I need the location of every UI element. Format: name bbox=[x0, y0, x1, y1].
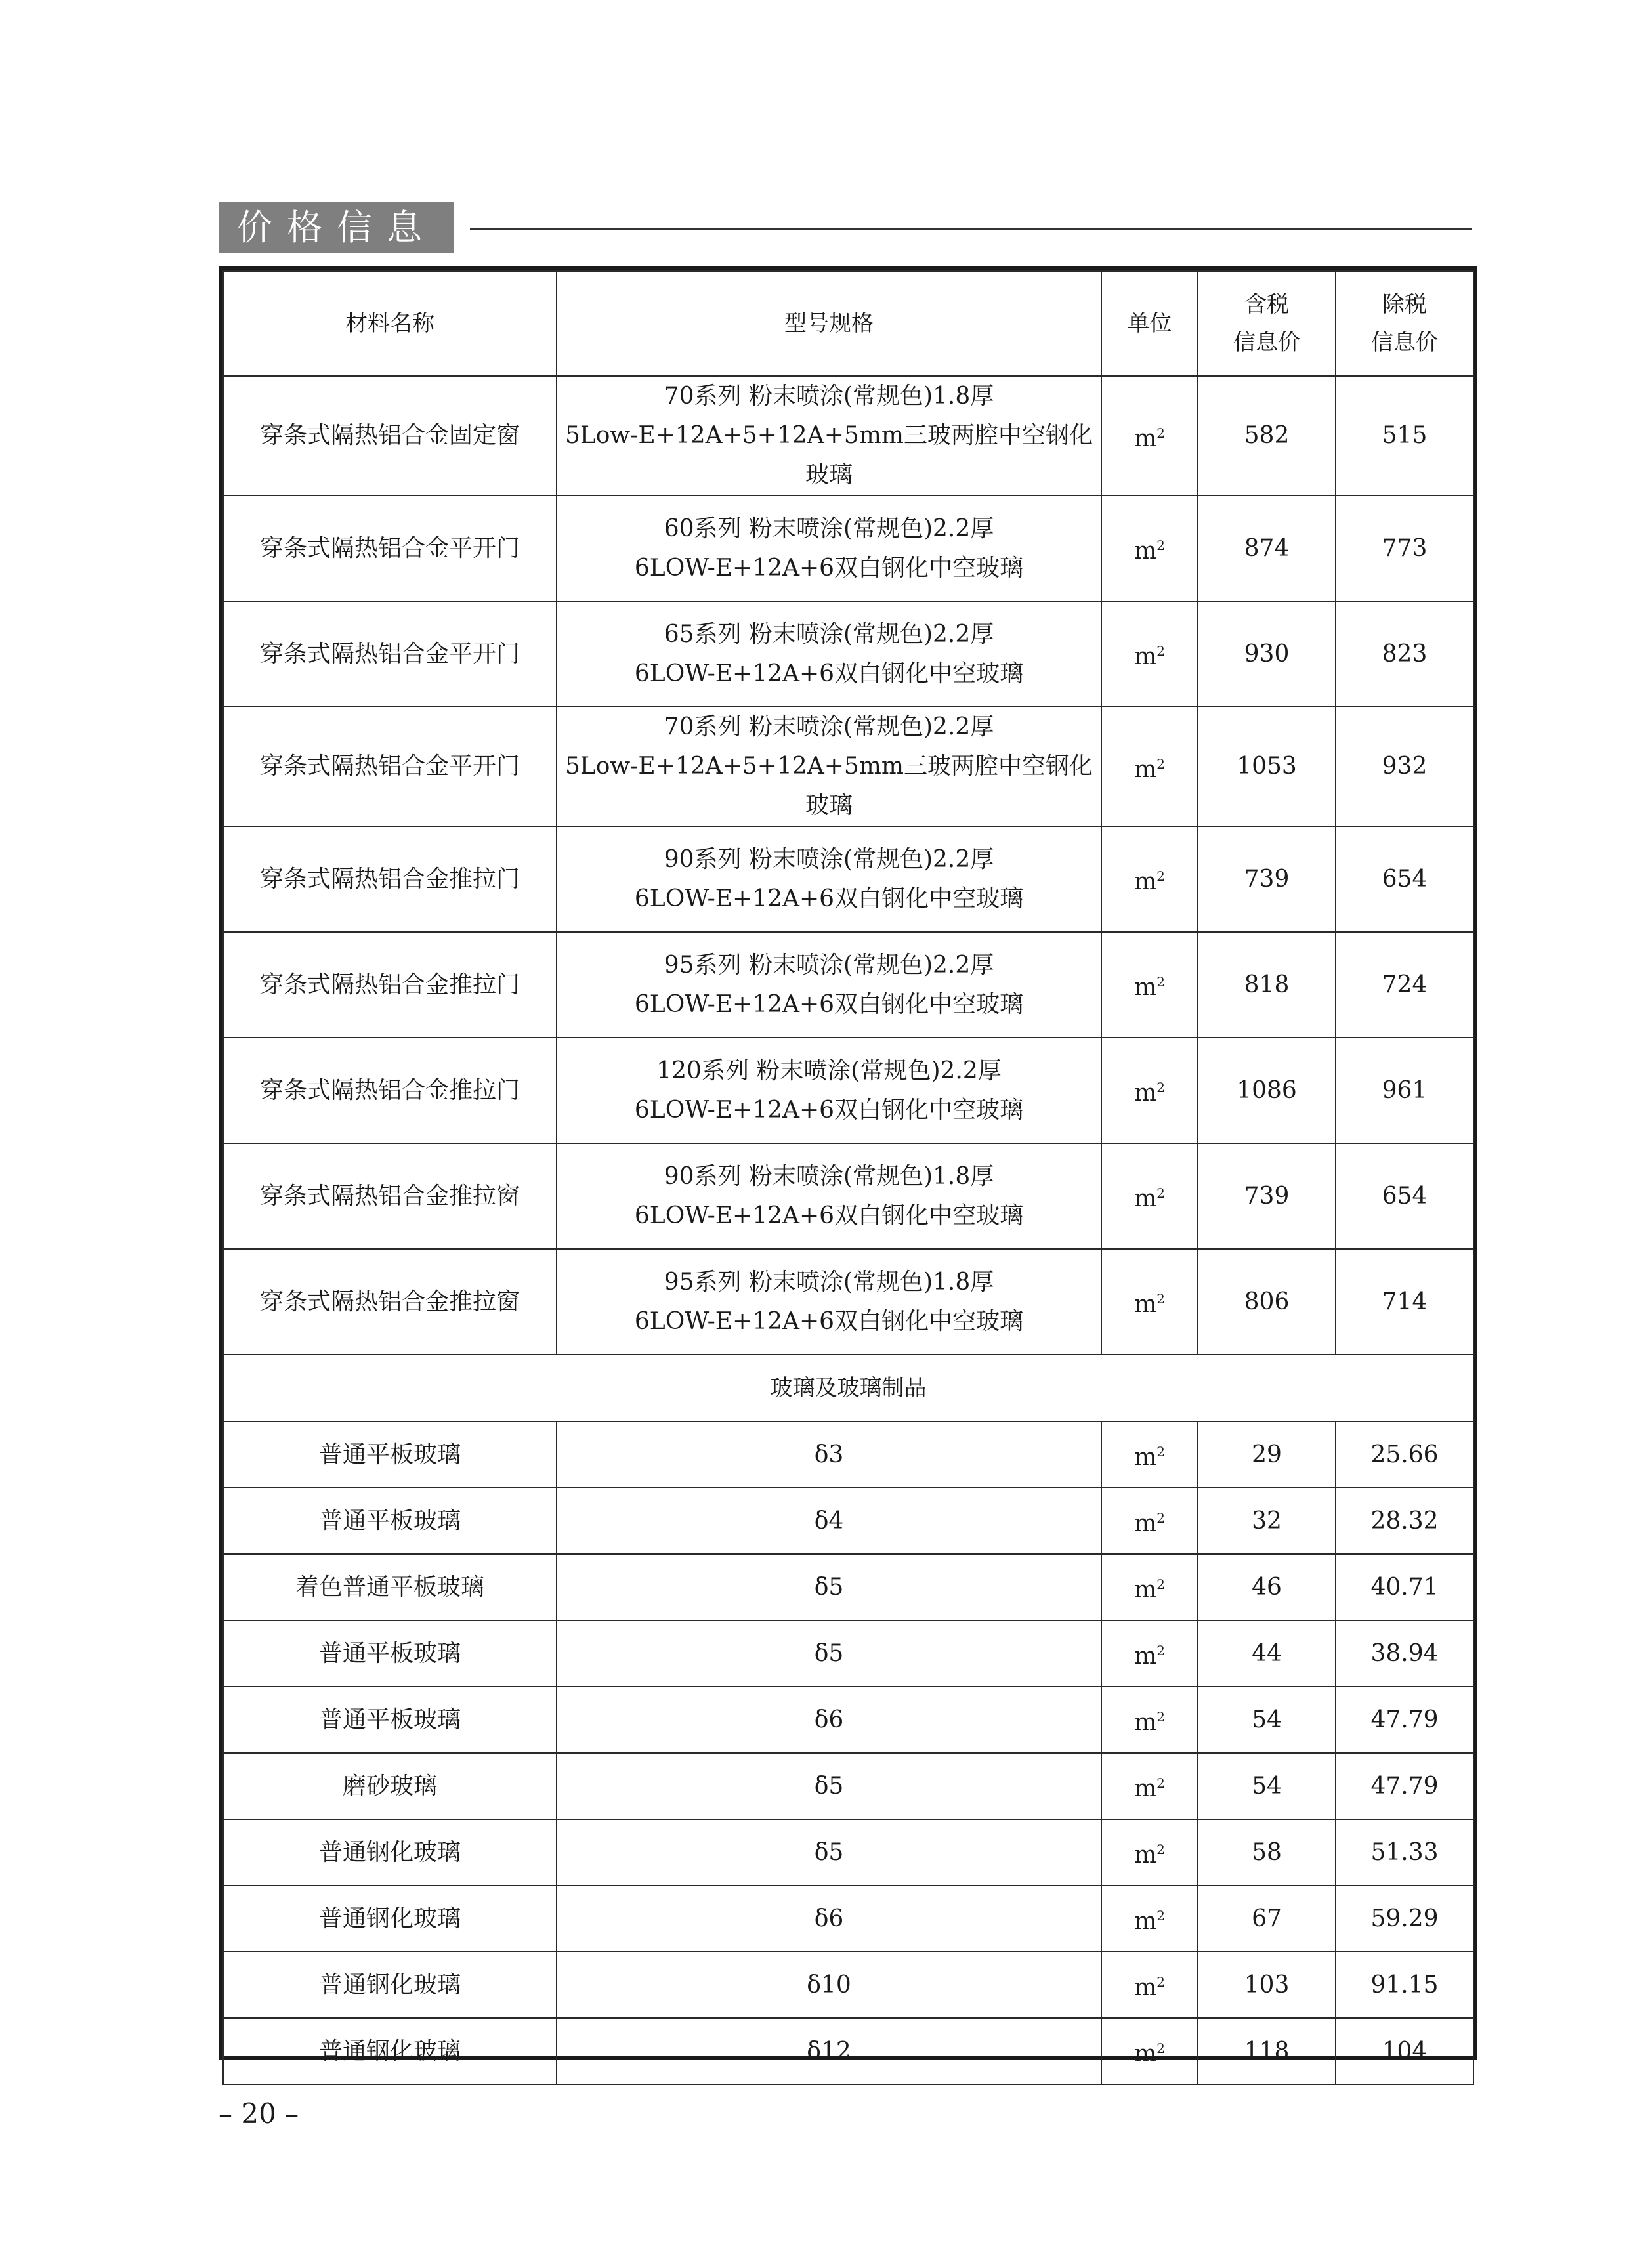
price-tax-incl: 582 bbox=[1198, 376, 1336, 496]
unit-exponent: 2 bbox=[1156, 1080, 1165, 1095]
unit-cell bbox=[1101, 1143, 1198, 1249]
price-tax-incl: 874 bbox=[1198, 496, 1336, 601]
material-name: 穿条式隔热铝合金推拉窗 bbox=[223, 1249, 557, 1355]
material-name: 普通钢化玻璃 bbox=[223, 1952, 557, 2018]
unit-cell bbox=[1101, 1554, 1198, 1620]
table-row bbox=[223, 601, 1473, 707]
spec-cell: δ5 bbox=[557, 1620, 1101, 1687]
table-row bbox=[223, 1488, 1473, 1554]
price-tax-excl: 932 bbox=[1336, 707, 1473, 826]
price-tax-excl: 25.66 bbox=[1336, 1422, 1473, 1488]
spec-line-2: 5Low-E+12A+5+12A+5mm三玻两腔中空钢化玻璃 bbox=[564, 422, 1093, 488]
price-tax-incl: 1053 bbox=[1198, 707, 1336, 826]
material-name: 普通平板玻璃 bbox=[223, 1687, 557, 1753]
col-header-unit: 单位 bbox=[1101, 271, 1198, 376]
spec-cell: δ5 bbox=[557, 1819, 1101, 1886]
unit-cell bbox=[1101, 1620, 1198, 1687]
material-name: 着色普通平板玻璃 bbox=[223, 1554, 557, 1620]
unit-base: m bbox=[1134, 643, 1157, 670]
unit-base: m bbox=[1134, 755, 1157, 783]
unit-exponent: 2 bbox=[1156, 2040, 1165, 2056]
price-tax-excl: 51.33 bbox=[1336, 1819, 1473, 1886]
unit-base: m bbox=[1134, 1908, 1157, 1935]
unit-cell bbox=[1101, 496, 1198, 601]
unit-cell bbox=[1101, 1422, 1198, 1488]
material-name: 普通平板玻璃 bbox=[223, 1620, 557, 1687]
unit-cell bbox=[1101, 707, 1198, 826]
price-tax-excl: 59.29 bbox=[1336, 1886, 1473, 1952]
unit-exponent: 2 bbox=[1156, 1775, 1165, 1791]
table-row bbox=[223, 1422, 1473, 1488]
table-row bbox=[223, 1620, 1473, 1687]
unit-exponent: 2 bbox=[1156, 425, 1165, 441]
spec-line-1: 60系列 粉末喷涂(常规色)2.2厚 bbox=[664, 515, 994, 542]
unit-base: m bbox=[1134, 1576, 1157, 1603]
spec-line-1: 95系列 粉末喷涂(常规色)1.8厚 bbox=[664, 1268, 994, 1296]
spec-cell bbox=[557, 496, 1101, 601]
material-name: 穿条式隔热铝合金平开门 bbox=[223, 601, 557, 707]
unit-cell bbox=[1101, 1038, 1198, 1143]
material-name: 磨砂玻璃 bbox=[223, 1753, 557, 1819]
unit-exponent: 2 bbox=[1156, 1643, 1165, 1658]
material-name: 穿条式隔热铝合金平开门 bbox=[223, 496, 557, 601]
spec-cell bbox=[557, 601, 1101, 707]
spec-line-1: 120系列 粉末喷涂(常规色)2.2厚 bbox=[656, 1057, 1002, 1084]
price-table bbox=[219, 266, 1477, 2067]
unit-exponent: 2 bbox=[1156, 643, 1165, 659]
spec-cell bbox=[557, 1038, 1101, 1143]
unit-cell bbox=[1101, 376, 1198, 496]
col-header-tax-excl bbox=[1336, 271, 1473, 376]
section-header bbox=[219, 202, 1472, 253]
spec-line-1: 90系列 粉末喷涂(常规色)1.8厚 bbox=[664, 1162, 994, 1190]
table-row bbox=[223, 1554, 1473, 1620]
price-tax-incl: 54 bbox=[1198, 1687, 1336, 1753]
spec-cell bbox=[557, 707, 1101, 826]
unit-cell bbox=[1101, 2018, 1198, 2084]
price-tax-incl: 930 bbox=[1198, 601, 1336, 707]
price-tax-excl: 47.79 bbox=[1336, 1753, 1473, 1819]
price-tax-incl: 29 bbox=[1198, 1422, 1336, 1488]
spec-cell bbox=[557, 376, 1101, 496]
spec-cell: δ3 bbox=[557, 1422, 1101, 1488]
unit-cell bbox=[1101, 1753, 1198, 1819]
table-row bbox=[223, 2018, 1473, 2084]
table-row bbox=[223, 1952, 1473, 2018]
col-header-tax-incl bbox=[1198, 271, 1336, 376]
unit-base: m bbox=[1134, 425, 1157, 452]
unit-exponent: 2 bbox=[1156, 1908, 1165, 1924]
material-name: 穿条式隔热铝合金推拉窗 bbox=[223, 1143, 557, 1249]
unit-base: m bbox=[1134, 538, 1157, 564]
section-tag: 价格信息 bbox=[219, 202, 454, 253]
unit-exponent: 2 bbox=[1156, 1185, 1165, 1201]
spec-cell: δ6 bbox=[557, 1886, 1101, 1952]
unit-base: m bbox=[1134, 1842, 1157, 1868]
material-name: 穿条式隔热铝合金推拉门 bbox=[223, 1038, 557, 1143]
material-name: 穿条式隔热铝合金推拉门 bbox=[223, 826, 557, 932]
price-tax-excl: 40.71 bbox=[1336, 1554, 1473, 1620]
price-tax-incl: 1086 bbox=[1198, 1038, 1336, 1143]
col-header-tax-incl-line2: 信息价 bbox=[1233, 329, 1300, 356]
spec-cell: δ4 bbox=[557, 1488, 1101, 1554]
price-tax-incl: 818 bbox=[1198, 932, 1336, 1038]
spec-line-2: 6LOW-E+12A+6双白钢化中空玻璃 bbox=[634, 1307, 1024, 1335]
section-title: 玻璃及玻璃制品 bbox=[223, 1355, 1473, 1422]
price-tax-excl: 961 bbox=[1336, 1038, 1473, 1143]
price-tax-incl: 739 bbox=[1198, 826, 1336, 932]
unit-base: m bbox=[1134, 1775, 1157, 1802]
unit-base: m bbox=[1134, 868, 1157, 895]
table-row bbox=[223, 1886, 1473, 1952]
material-name: 穿条式隔热铝合金推拉门 bbox=[223, 932, 557, 1038]
table-row bbox=[223, 1687, 1473, 1753]
table-row bbox=[223, 932, 1473, 1038]
price-tax-incl: 103 bbox=[1198, 1952, 1336, 2018]
header-rule bbox=[470, 228, 1472, 230]
spec-line-2: 6LOW-E+12A+6双白钢化中空玻璃 bbox=[634, 1202, 1024, 1229]
spec-line-2: 6LOW-E+12A+6双白钢化中空玻璃 bbox=[634, 660, 1024, 687]
table-header-row bbox=[223, 271, 1473, 376]
material-name: 普通平板玻璃 bbox=[223, 1488, 557, 1554]
spec-line-2: 6LOW-E+12A+6双白钢化中空玻璃 bbox=[634, 885, 1024, 912]
unit-exponent: 2 bbox=[1156, 538, 1165, 553]
unit-base: m bbox=[1134, 1510, 1157, 1537]
unit-base: m bbox=[1134, 1643, 1157, 1670]
material-name: 普通平板玻璃 bbox=[223, 1422, 557, 1488]
unit-cell bbox=[1101, 601, 1198, 707]
spec-line-2: 6LOW-E+12A+6双白钢化中空玻璃 bbox=[634, 554, 1024, 581]
col-header-tax-excl-line1: 除税 bbox=[1382, 291, 1427, 318]
table-row bbox=[223, 1143, 1473, 1249]
unit-exponent: 2 bbox=[1156, 1510, 1165, 1526]
price-tax-excl: 104 bbox=[1336, 2018, 1473, 2084]
price-tax-incl: 44 bbox=[1198, 1620, 1336, 1687]
table-row bbox=[223, 826, 1473, 932]
price-tax-excl: 724 bbox=[1336, 932, 1473, 1038]
price-tax-incl: 739 bbox=[1198, 1143, 1336, 1249]
spec-cell: δ5 bbox=[557, 1753, 1101, 1819]
price-tax-incl: 118 bbox=[1198, 2018, 1336, 2084]
col-header-tax-incl-line1: 含税 bbox=[1244, 291, 1289, 318]
col-header-name: 材料名称 bbox=[223, 271, 557, 376]
price-tax-incl: 32 bbox=[1198, 1488, 1336, 1554]
price-tax-excl: 823 bbox=[1336, 601, 1473, 707]
unit-base: m bbox=[1134, 974, 1157, 1001]
unit-base: m bbox=[1134, 1291, 1157, 1318]
table-row bbox=[223, 1753, 1473, 1819]
spec-cell bbox=[557, 932, 1101, 1038]
price-tax-excl: 38.94 bbox=[1336, 1620, 1473, 1687]
unit-exponent: 2 bbox=[1156, 868, 1165, 884]
price-tax-incl: 58 bbox=[1198, 1819, 1336, 1886]
spec-cell: δ10 bbox=[557, 1952, 1101, 2018]
page-number: – 20 – bbox=[219, 2098, 299, 2130]
table-row bbox=[223, 1819, 1473, 1886]
unit-exponent: 2 bbox=[1156, 974, 1165, 990]
unit-cell bbox=[1101, 1886, 1198, 1952]
price-tax-incl: 54 bbox=[1198, 1753, 1336, 1819]
price-tax-excl: 714 bbox=[1336, 1249, 1473, 1355]
spec-line-1: 70系列 粉末喷涂(常规色)1.8厚 bbox=[664, 383, 994, 410]
unit-cell bbox=[1101, 1687, 1198, 1753]
price-tax-incl: 806 bbox=[1198, 1249, 1336, 1355]
unit-base: m bbox=[1134, 2040, 1157, 2067]
table-row bbox=[223, 376, 1473, 496]
spec-cell bbox=[557, 1143, 1101, 1249]
unit-exponent: 2 bbox=[1156, 1709, 1165, 1725]
spec-line-1: 95系列 粉末喷涂(常规色)2.2厚 bbox=[664, 951, 994, 979]
unit-exponent: 2 bbox=[1156, 1444, 1165, 1460]
price-tax-excl: 28.32 bbox=[1336, 1488, 1473, 1554]
spec-line-1: 70系列 粉末喷涂(常规色)2.2厚 bbox=[664, 713, 994, 740]
unit-cell bbox=[1101, 932, 1198, 1038]
unit-cell bbox=[1101, 1249, 1198, 1355]
material-name: 普通钢化玻璃 bbox=[223, 1819, 557, 1886]
spec-line-1: 65系列 粉末喷涂(常规色)2.2厚 bbox=[664, 620, 994, 648]
section-row bbox=[223, 1355, 1473, 1422]
unit-cell bbox=[1101, 1819, 1198, 1886]
unit-exponent: 2 bbox=[1156, 1291, 1165, 1307]
material-name: 穿条式隔热铝合金平开门 bbox=[223, 707, 557, 826]
unit-base: m bbox=[1134, 1080, 1157, 1107]
col-header-spec: 型号规格 bbox=[557, 271, 1101, 376]
unit-cell bbox=[1101, 826, 1198, 932]
unit-cell bbox=[1101, 1488, 1198, 1554]
unit-base: m bbox=[1134, 1709, 1157, 1736]
spec-line-2: 6LOW-E+12A+6双白钢化中空玻璃 bbox=[634, 1096, 1024, 1124]
price-tax-excl: 654 bbox=[1336, 1143, 1473, 1249]
unit-base: m bbox=[1134, 1185, 1157, 1212]
unit-cell bbox=[1101, 1952, 1198, 2018]
spec-cell: δ6 bbox=[557, 1687, 1101, 1753]
unit-exponent: 2 bbox=[1156, 755, 1165, 772]
price-tax-incl: 67 bbox=[1198, 1886, 1336, 1952]
spec-cell bbox=[557, 826, 1101, 932]
spec-cell: δ5 bbox=[557, 1554, 1101, 1620]
unit-exponent: 2 bbox=[1156, 1842, 1165, 1857]
spec-line-2: 6LOW-E+12A+6双白钢化中空玻璃 bbox=[634, 990, 1024, 1018]
table-row bbox=[223, 1249, 1473, 1355]
spec-cell: δ12 bbox=[557, 2018, 1101, 2084]
unit-exponent: 2 bbox=[1156, 1576, 1165, 1592]
spec-cell bbox=[557, 1249, 1101, 1355]
price-tax-excl: 91.15 bbox=[1336, 1952, 1473, 2018]
material-name: 穿条式隔热铝合金固定窗 bbox=[223, 376, 557, 496]
unit-exponent: 2 bbox=[1156, 1974, 1165, 1990]
unit-base: m bbox=[1134, 1974, 1157, 2001]
material-name: 普通钢化玻璃 bbox=[223, 1886, 557, 1952]
price-tax-excl: 773 bbox=[1336, 496, 1473, 601]
unit-base: m bbox=[1134, 1444, 1157, 1471]
price-tax-incl: 46 bbox=[1198, 1554, 1336, 1620]
spec-line-1: 90系列 粉末喷涂(常规色)2.2厚 bbox=[664, 845, 994, 873]
table-row bbox=[223, 496, 1473, 601]
material-name: 普通钢化玻璃 bbox=[223, 2018, 557, 2084]
price-tax-excl: 515 bbox=[1336, 376, 1473, 496]
table-row bbox=[223, 1038, 1473, 1143]
price-tax-excl: 47.79 bbox=[1336, 1687, 1473, 1753]
price-tax-excl: 654 bbox=[1336, 826, 1473, 932]
spec-line-2: 5Low-E+12A+5+12A+5mm三玻两腔中空钢化玻璃 bbox=[564, 753, 1093, 819]
table-row bbox=[223, 707, 1473, 826]
col-header-tax-excl-line2: 信息价 bbox=[1371, 329, 1438, 356]
